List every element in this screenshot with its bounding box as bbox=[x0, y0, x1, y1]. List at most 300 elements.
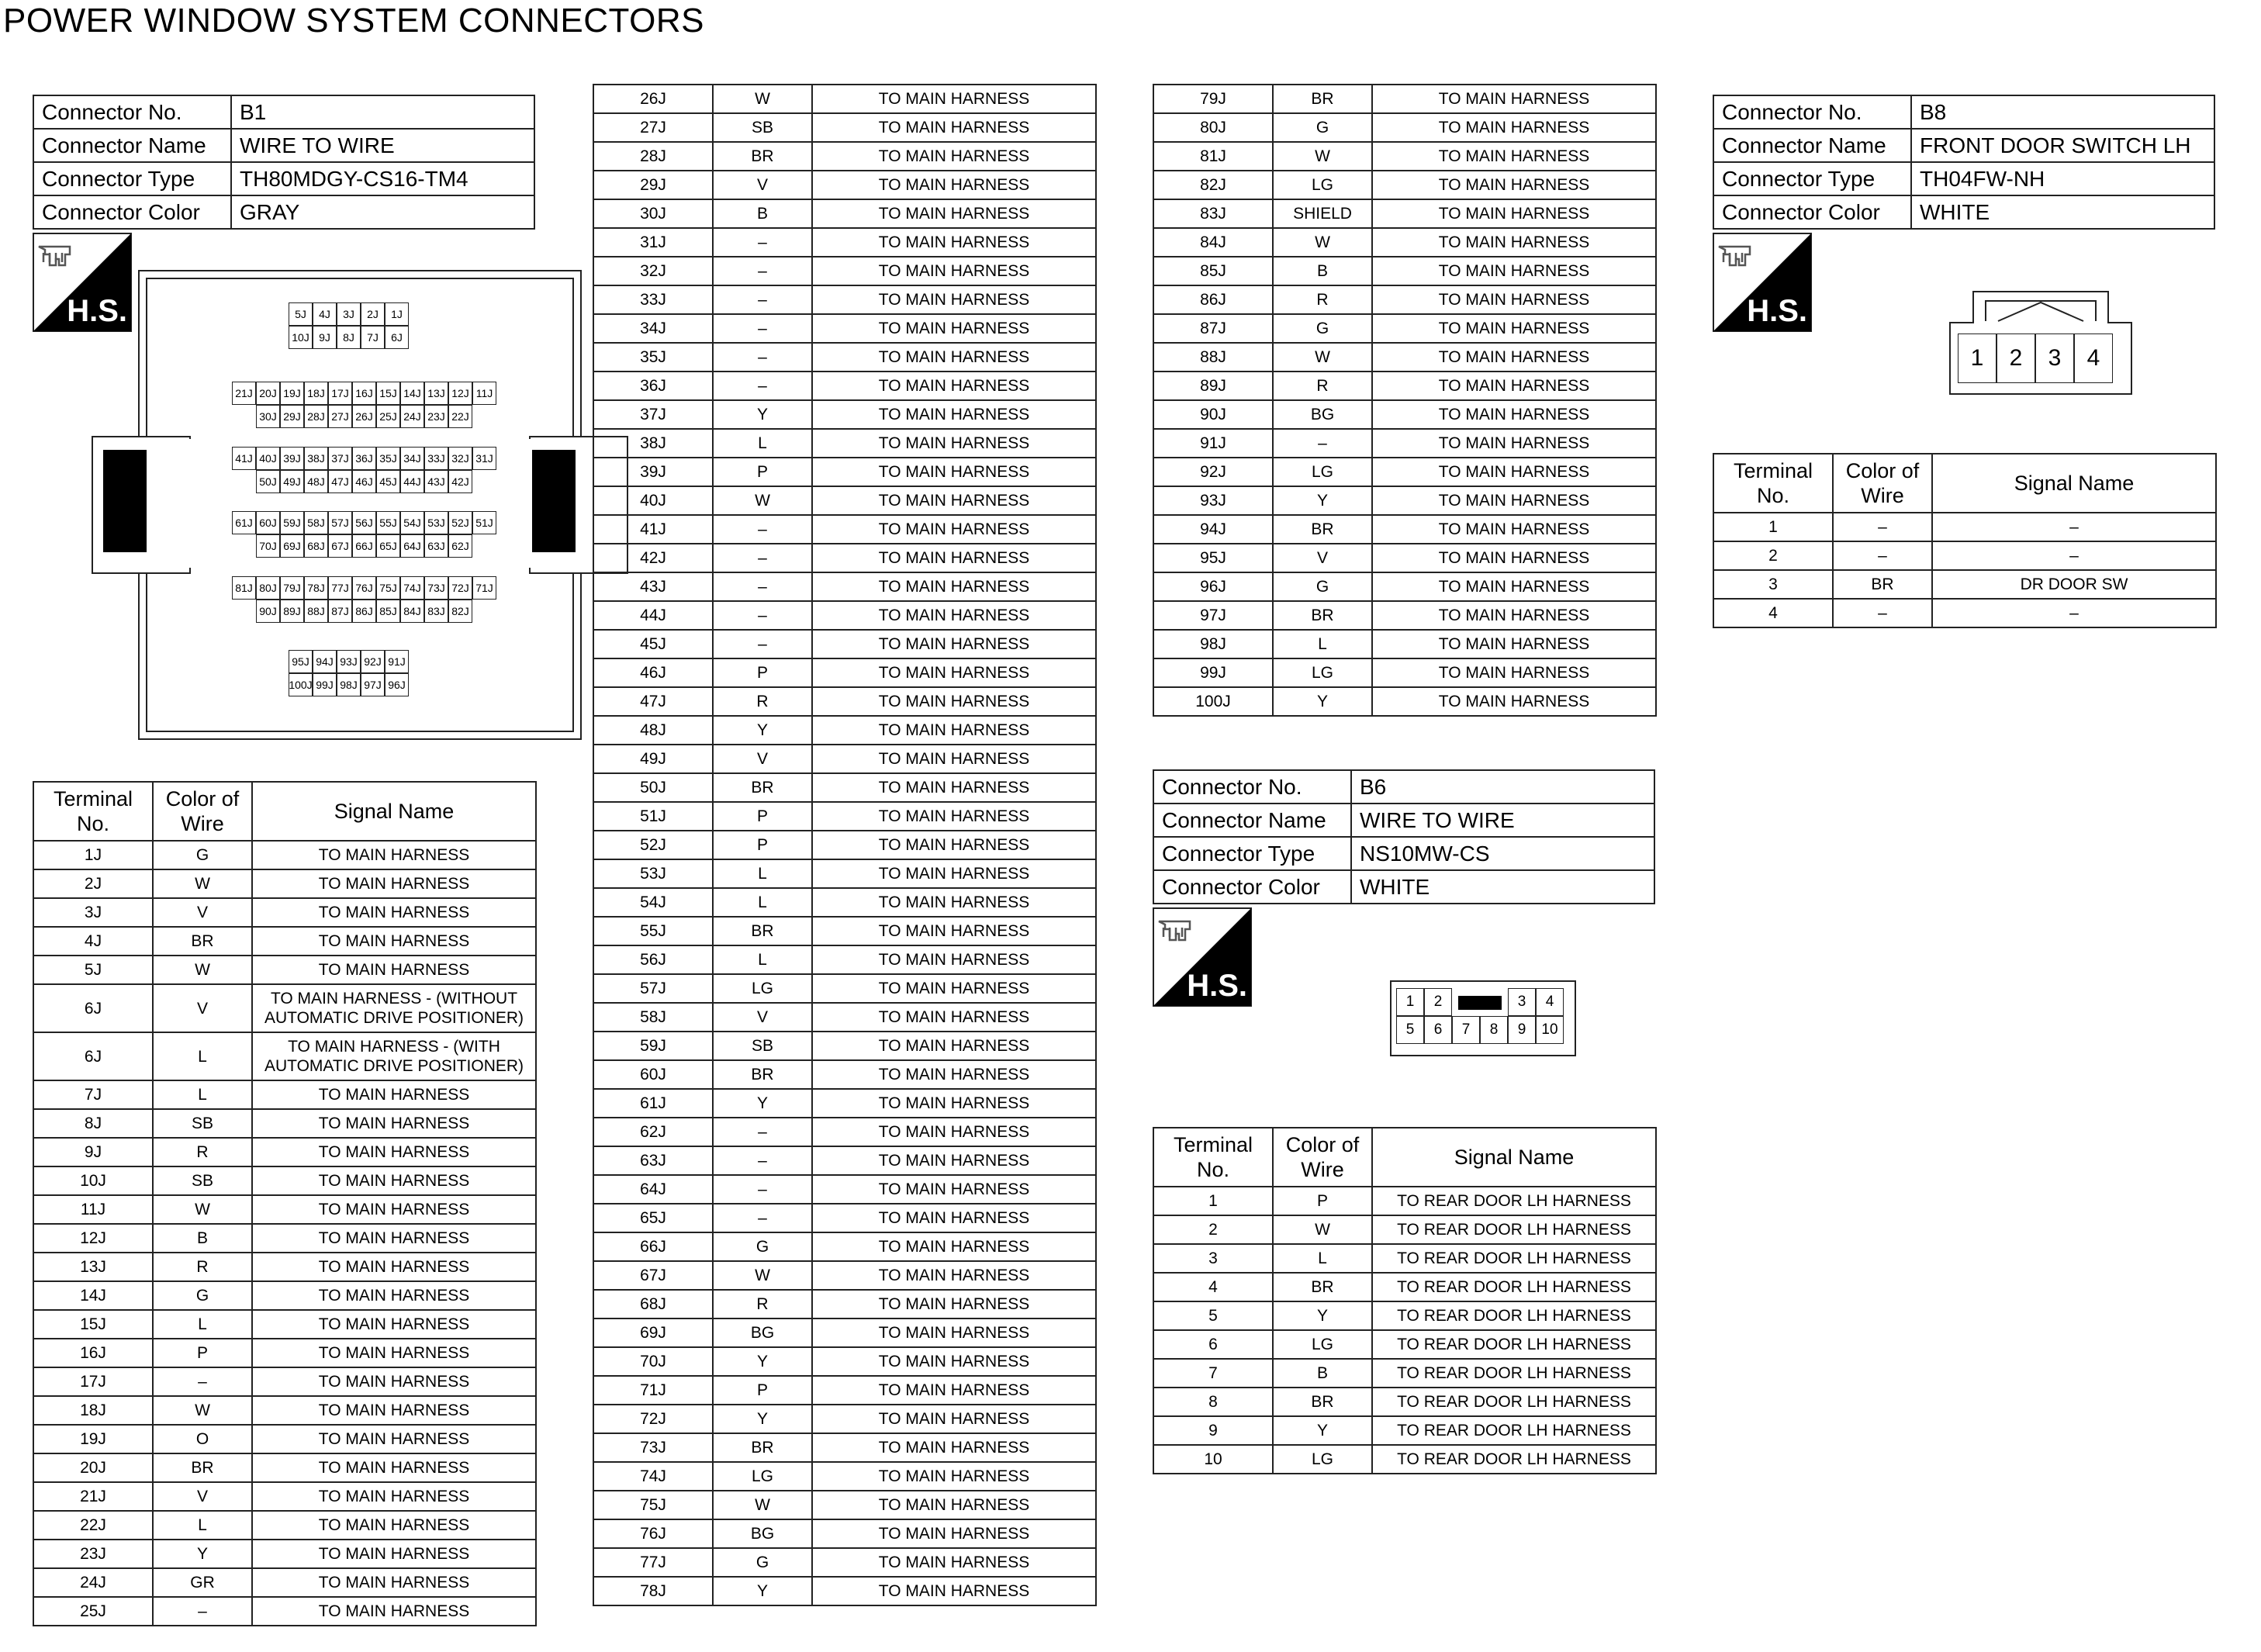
table-row bbox=[593, 945, 1096, 974]
signal-name: TO REAR DOOR LH HARNESS bbox=[1372, 1187, 1656, 1215]
signal-name: TO MAIN HARNESS bbox=[812, 802, 1096, 831]
signal-name: TO MAIN HARNESS bbox=[1372, 142, 1656, 171]
table-row bbox=[1153, 1187, 1656, 1215]
cavity-10J: 10J bbox=[289, 326, 313, 349]
table-row bbox=[1153, 142, 1656, 171]
cavity-98J: 98J bbox=[337, 673, 361, 696]
cavity-39J: 39J bbox=[280, 447, 304, 470]
connector-latch-right bbox=[532, 450, 576, 552]
table-row bbox=[593, 1175, 1096, 1204]
terminal-no: 14J bbox=[33, 1281, 153, 1310]
table-row bbox=[593, 1462, 1096, 1491]
terminal-no: 95J bbox=[1153, 544, 1273, 572]
signal-name: TO MAIN HARNESS - (WITHOUT AUTOMATIC DRIVE POSITIONER) bbox=[252, 984, 536, 1032]
wire-color: P bbox=[153, 1339, 252, 1367]
wire-color: Y bbox=[713, 1577, 812, 1605]
cavity-34J: 34J bbox=[400, 447, 424, 470]
signal-name: TO MAIN HARNESS bbox=[1372, 171, 1656, 199]
signal-name: TO MAIN HARNESS bbox=[1372, 601, 1656, 630]
signal-name: TO MAIN HARNESS bbox=[1372, 372, 1656, 400]
terminal-no: 90J bbox=[1153, 400, 1273, 429]
pin-1: 1 bbox=[1958, 334, 1997, 383]
table-row bbox=[593, 544, 1096, 572]
signal-name: TO MAIN HARNESS bbox=[812, 1347, 1096, 1376]
wire-color: W bbox=[153, 956, 252, 984]
b8-connector-face bbox=[1948, 290, 2133, 396]
cavity-79J: 79J bbox=[280, 576, 304, 600]
hs-label: H.S. bbox=[67, 294, 127, 328]
cavity-36J: 36J bbox=[352, 447, 376, 470]
b6-connector-face bbox=[1390, 980, 1576, 1056]
signal-name: TO MAIN HARNESS bbox=[1372, 658, 1656, 687]
signal-name: TO MAIN HARNESS bbox=[812, 85, 1096, 113]
terminal-no: 11J bbox=[33, 1195, 153, 1224]
signal-name: TO MAIN HARNESS bbox=[252, 1339, 536, 1367]
b1-terminal-table-1 bbox=[33, 781, 537, 1626]
b1-connector-face bbox=[138, 270, 582, 740]
table-row bbox=[1153, 1445, 1656, 1474]
wire-color: – bbox=[713, 1204, 812, 1232]
wire-color: BR bbox=[153, 927, 252, 956]
terminal-no: 70J bbox=[593, 1347, 713, 1376]
wire-color: G bbox=[713, 1548, 812, 1577]
wire-color: LG bbox=[713, 974, 812, 1003]
table-row bbox=[1153, 199, 1656, 228]
terminal-no: 65J bbox=[593, 1204, 713, 1232]
terminal-no: 55J bbox=[593, 917, 713, 945]
signal-name: TO REAR DOOR LH HARNESS bbox=[1372, 1273, 1656, 1301]
signal-name: TO MAIN HARNESS bbox=[252, 1224, 536, 1253]
table-row bbox=[593, 1405, 1096, 1433]
table-row bbox=[33, 1195, 536, 1224]
wire-color: L bbox=[713, 888, 812, 917]
terminal-no: 82J bbox=[1153, 171, 1273, 199]
cavity-13J: 13J bbox=[424, 382, 448, 405]
cavity-92J: 92J bbox=[361, 650, 385, 673]
table-row bbox=[593, 85, 1096, 113]
table-row bbox=[1713, 599, 2216, 627]
terminal-no: 8J bbox=[33, 1109, 153, 1138]
signal-name: TO MAIN HARNESS bbox=[812, 1491, 1096, 1519]
cavity-90J: 90J bbox=[256, 600, 280, 623]
table-row bbox=[593, 1261, 1096, 1290]
wire-color: V bbox=[153, 898, 252, 927]
cavity-49J: 49J bbox=[280, 470, 304, 493]
key-slot-bar bbox=[1458, 996, 1502, 1010]
wire-color: SHIELD bbox=[1273, 199, 1372, 228]
signal-name: TO MAIN HARNESS bbox=[252, 1367, 536, 1396]
b1-connector-info bbox=[33, 95, 535, 230]
cavity-19J: 19J bbox=[280, 382, 304, 405]
terminal-no: 7 bbox=[1153, 1359, 1273, 1388]
wire-color: W bbox=[1273, 142, 1372, 171]
wire-color: B bbox=[1273, 1359, 1372, 1388]
terminal-no: 46J bbox=[593, 658, 713, 687]
wire-color: SB bbox=[153, 1166, 252, 1195]
table-row bbox=[1153, 228, 1656, 257]
cavity-83J: 83J bbox=[424, 600, 448, 623]
wire-color: LG bbox=[1273, 171, 1372, 199]
cavity-5J: 5J bbox=[289, 302, 313, 326]
terminal-no: 84J bbox=[1153, 228, 1273, 257]
wire-color: BR bbox=[713, 1060, 812, 1089]
table-row bbox=[33, 1310, 536, 1339]
table-row bbox=[593, 1577, 1096, 1605]
terminal-no: 98J bbox=[1153, 630, 1273, 658]
pin-6: 6 bbox=[1424, 1016, 1452, 1044]
header-row bbox=[33, 782, 536, 841]
terminal-no: 37J bbox=[593, 400, 713, 429]
wire-color: G bbox=[713, 1232, 812, 1261]
terminal-no: 97J bbox=[1153, 601, 1273, 630]
wire-color: Y bbox=[1273, 1416, 1372, 1445]
signal-name: TO MAIN HARNESS bbox=[252, 841, 536, 869]
info-key: Connector Name bbox=[1713, 129, 1911, 162]
cavity-74J: 74J bbox=[400, 576, 424, 600]
info-row bbox=[1713, 195, 2214, 229]
table-row bbox=[1153, 1416, 1656, 1445]
cavity-30J: 30J bbox=[256, 405, 280, 428]
cavity-16J: 16J bbox=[352, 382, 376, 405]
info-value: TH04FW-NH bbox=[1911, 162, 2214, 195]
terminal-no: 69J bbox=[593, 1318, 713, 1347]
terminal-no: 8 bbox=[1153, 1388, 1273, 1416]
cavity-63J: 63J bbox=[424, 534, 448, 558]
info-value: WIRE TO WIRE bbox=[231, 129, 534, 162]
info-row bbox=[1153, 837, 1654, 870]
terminal-no: 74J bbox=[593, 1462, 713, 1491]
terminal-no: 6 bbox=[1153, 1330, 1273, 1359]
cavity-12J: 12J bbox=[448, 382, 472, 405]
table-row bbox=[1153, 314, 1656, 343]
terminal-no: 87J bbox=[1153, 314, 1273, 343]
terminal-no: 72J bbox=[593, 1405, 713, 1433]
wire-color: R bbox=[153, 1253, 252, 1281]
terminal-no: 27J bbox=[593, 113, 713, 142]
info-value: GRAY bbox=[231, 195, 534, 229]
wire-color: LG bbox=[1273, 658, 1372, 687]
key-slot bbox=[1452, 988, 1508, 1016]
wire-color: G bbox=[153, 841, 252, 869]
signal-name: TO MAIN HARNESS bbox=[812, 917, 1096, 945]
info-key: Connector Type bbox=[1713, 162, 1911, 195]
wire-color: SB bbox=[713, 1032, 812, 1060]
terminal-no: 60J bbox=[593, 1060, 713, 1089]
hs-badge-b6 bbox=[1153, 907, 1252, 1007]
wire-color: R bbox=[713, 687, 812, 716]
cavity-40J: 40J bbox=[256, 447, 280, 470]
signal-name: TO MAIN HARNESS bbox=[252, 1396, 536, 1425]
wire-color: – bbox=[713, 1146, 812, 1175]
cavity-23J: 23J bbox=[424, 405, 448, 428]
header-terminal-line2: No. bbox=[1196, 1158, 1230, 1181]
cavity-68J: 68J bbox=[304, 534, 328, 558]
terminal-no: 76J bbox=[593, 1519, 713, 1548]
signal-name: TO MAIN HARNESS bbox=[1372, 486, 1656, 515]
signal-name: TO MAIN HARNESS bbox=[1372, 630, 1656, 658]
info-key: Connector No. bbox=[1713, 95, 1911, 129]
table-row bbox=[593, 1003, 1096, 1032]
wire-color: V bbox=[713, 745, 812, 773]
wire-color: R bbox=[153, 1138, 252, 1166]
wire-color: P bbox=[713, 458, 812, 486]
wire-color: – bbox=[713, 257, 812, 285]
wire-color: R bbox=[1273, 372, 1372, 400]
table-row bbox=[593, 974, 1096, 1003]
table-row bbox=[593, 859, 1096, 888]
page-title: POWER WINDOW SYSTEM CONNECTORS bbox=[3, 2, 704, 40]
wire-color: G bbox=[153, 1281, 252, 1310]
terminal-no: 41J bbox=[593, 515, 713, 544]
terminal-no: 1 bbox=[1153, 1187, 1273, 1215]
info-value: FRONT DOOR SWITCH LH bbox=[1911, 129, 2214, 162]
table-row bbox=[33, 1511, 536, 1540]
signal-name: TO REAR DOOR LH HARNESS bbox=[1372, 1416, 1656, 1445]
table-row bbox=[593, 142, 1096, 171]
wire-color: LG bbox=[1273, 1330, 1372, 1359]
signal-name: TO MAIN HARNESS bbox=[812, 888, 1096, 917]
terminal-no: 22J bbox=[33, 1511, 153, 1540]
info-key: Connector Type bbox=[33, 162, 231, 195]
table-row bbox=[593, 1290, 1096, 1318]
cavity-22J: 22J bbox=[448, 405, 472, 428]
wire-color: P bbox=[1273, 1187, 1372, 1215]
table-row bbox=[593, 343, 1096, 372]
table-row bbox=[33, 1281, 536, 1310]
cavity-31J: 31J bbox=[472, 447, 496, 470]
signal-name: TO MAIN HARNESS bbox=[812, 257, 1096, 285]
cavity-55J: 55J bbox=[376, 511, 400, 534]
terminal-no: 64J bbox=[593, 1175, 713, 1204]
info-value: B6 bbox=[1351, 770, 1654, 804]
hs-badge-b1 bbox=[33, 233, 132, 332]
terminal-no: 45J bbox=[593, 630, 713, 658]
table-row bbox=[33, 869, 536, 898]
signal-name: TO MAIN HARNESS bbox=[252, 927, 536, 956]
b1-terminal-table-2 bbox=[593, 84, 1097, 1606]
terminal-no: 34J bbox=[593, 314, 713, 343]
signal-name: TO MAIN HARNESS bbox=[812, 400, 1096, 429]
info-value: WIRE TO WIRE bbox=[1351, 804, 1654, 837]
table-row bbox=[1153, 572, 1656, 601]
wire-color: BG bbox=[1273, 400, 1372, 429]
cavity-14J: 14J bbox=[400, 382, 424, 405]
header-color-line2: Wire bbox=[1301, 1158, 1344, 1181]
wire-color: W bbox=[1273, 343, 1372, 372]
terminal-no: 52J bbox=[593, 831, 713, 859]
cavity-80J: 80J bbox=[256, 576, 280, 600]
signal-name: TO MAIN HARNESS bbox=[252, 1511, 536, 1540]
terminal-no: 24J bbox=[33, 1568, 153, 1597]
table-row bbox=[593, 199, 1096, 228]
table-row bbox=[593, 1118, 1096, 1146]
signal-name: TO MAIN HARNESS bbox=[1372, 343, 1656, 372]
signal-name: TO MAIN HARNESS bbox=[812, 1433, 1096, 1462]
wire-color: V bbox=[713, 1003, 812, 1032]
cavity-72J: 72J bbox=[448, 576, 472, 600]
table-row bbox=[593, 372, 1096, 400]
terminal-no: 19J bbox=[33, 1425, 153, 1453]
terminal-no: 62J bbox=[593, 1118, 713, 1146]
table-row bbox=[593, 1089, 1096, 1118]
terminal-no: 48J bbox=[593, 716, 713, 745]
table-row bbox=[1153, 1301, 1656, 1330]
terminal-no: 6J bbox=[33, 984, 153, 1032]
table-row bbox=[33, 841, 536, 869]
table-row bbox=[593, 228, 1096, 257]
terminal-no: 26J bbox=[593, 85, 713, 113]
cavity-61J: 61J bbox=[232, 511, 256, 534]
header-row bbox=[1713, 454, 2216, 513]
info-key: Connector No. bbox=[33, 95, 231, 129]
header-color-line2: Wire bbox=[1861, 484, 1904, 507]
signal-name: TO MAIN HARNESS bbox=[1372, 400, 1656, 429]
cavity-20J: 20J bbox=[256, 382, 280, 405]
wire-color: – bbox=[713, 1175, 812, 1204]
header-terminal-line1: Terminal bbox=[1173, 1133, 1253, 1156]
b1-terminal-table-3 bbox=[1153, 84, 1657, 717]
table-row bbox=[593, 601, 1096, 630]
cavity-67J: 67J bbox=[328, 534, 352, 558]
signal-name: TO MAIN HARNESS bbox=[1372, 687, 1656, 716]
terminal-no: 51J bbox=[593, 802, 713, 831]
signal-name: TO MAIN HARNESS bbox=[1372, 515, 1656, 544]
header-color-line1: Color of bbox=[165, 787, 240, 810]
wire-color: BR bbox=[713, 917, 812, 945]
cavity-8J: 8J bbox=[337, 326, 361, 349]
signal-name: TO MAIN HARNESS bbox=[252, 1425, 536, 1453]
info-row bbox=[1713, 95, 2214, 129]
signal-name: TO MAIN HARNESS bbox=[812, 1376, 1096, 1405]
signal-name: TO MAIN HARNESS bbox=[812, 486, 1096, 515]
info-value: TH80MDGY-CS16-TM4 bbox=[231, 162, 534, 195]
cavity-93J: 93J bbox=[337, 650, 361, 673]
terminal-no: 80J bbox=[1153, 113, 1273, 142]
table-row bbox=[593, 458, 1096, 486]
header-color bbox=[1833, 454, 1932, 513]
header-terminal bbox=[1153, 1128, 1273, 1187]
terminal-no: 100J bbox=[1153, 687, 1273, 716]
cavity-44J: 44J bbox=[400, 470, 424, 493]
signal-name: TO MAIN HARNESS bbox=[1372, 199, 1656, 228]
wire-color: R bbox=[1273, 285, 1372, 314]
terminal-no: 28J bbox=[593, 142, 713, 171]
wire-color: – bbox=[713, 630, 812, 658]
signal-name: TO MAIN HARNESS bbox=[252, 1310, 536, 1339]
table-row bbox=[1153, 171, 1656, 199]
signal-name: TO MAIN HARNESS bbox=[252, 1540, 536, 1568]
signal-name: – bbox=[1932, 513, 2216, 541]
terminal-no: 1 bbox=[1713, 513, 1833, 541]
signal-name: TO MAIN HARNESS - (WITH AUTOMATIC DRIVE POSITIONER) bbox=[252, 1032, 536, 1080]
info-row bbox=[33, 95, 534, 129]
pin-4: 4 bbox=[2074, 334, 2113, 383]
cavity-41J: 41J bbox=[232, 447, 256, 470]
info-row bbox=[1153, 770, 1654, 804]
table-row bbox=[33, 1080, 536, 1109]
table-row bbox=[1153, 515, 1656, 544]
wire-color: L bbox=[713, 859, 812, 888]
wire-color: BR bbox=[153, 1453, 252, 1482]
table-row bbox=[593, 1146, 1096, 1175]
signal-name: TO MAIN HARNESS bbox=[252, 898, 536, 927]
terminal-no: 29J bbox=[593, 171, 713, 199]
wire-color: – bbox=[153, 1367, 252, 1396]
signal-name: TO MAIN HARNESS bbox=[812, 773, 1096, 802]
cavity-1J: 1J bbox=[385, 302, 409, 326]
table-row bbox=[593, 171, 1096, 199]
info-key: Connector Name bbox=[33, 129, 231, 162]
terminal-no: 91J bbox=[1153, 429, 1273, 458]
terminal-no: 6J bbox=[33, 1032, 153, 1080]
terminal-no: 2J bbox=[33, 869, 153, 898]
terminal-no: 50J bbox=[593, 773, 713, 802]
table-row bbox=[593, 1548, 1096, 1577]
signal-name: TO MAIN HARNESS bbox=[812, 1261, 1096, 1290]
header-color bbox=[1273, 1128, 1372, 1187]
pin-1: 1 bbox=[1396, 988, 1424, 1016]
wire-color: L bbox=[1273, 630, 1372, 658]
wire-color: W bbox=[1273, 228, 1372, 257]
signal-name: TO MAIN HARNESS bbox=[252, 956, 536, 984]
signal-name: TO MAIN HARNESS bbox=[812, 458, 1096, 486]
table-row bbox=[1153, 113, 1656, 142]
cavity-88J: 88J bbox=[304, 600, 328, 623]
info-key: Connector Type bbox=[1153, 837, 1351, 870]
cavity-65J: 65J bbox=[376, 534, 400, 558]
terminal-no: 94J bbox=[1153, 515, 1273, 544]
wire-color: W bbox=[153, 1396, 252, 1425]
wire-color: BR bbox=[1273, 1273, 1372, 1301]
wire-color: L bbox=[153, 1310, 252, 1339]
pin-8: 8 bbox=[1480, 1016, 1508, 1044]
signal-name: TO MAIN HARNESS bbox=[812, 1548, 1096, 1577]
cavity-11J: 11J bbox=[472, 382, 496, 405]
terminal-no: 39J bbox=[593, 458, 713, 486]
signal-name: TO MAIN HARNESS bbox=[1372, 228, 1656, 257]
cavity-100J: 100J bbox=[289, 673, 313, 696]
wire-color: W bbox=[713, 1491, 812, 1519]
wire-color: G bbox=[1273, 572, 1372, 601]
header-color-line1: Color of bbox=[1845, 459, 1920, 482]
cavity-60J: 60J bbox=[256, 511, 280, 534]
connector-latch-left bbox=[103, 450, 147, 552]
table-row bbox=[1153, 372, 1656, 400]
cavity-87J: 87J bbox=[328, 600, 352, 623]
signal-name: TO MAIN HARNESS bbox=[812, 314, 1096, 343]
cavity-48J: 48J bbox=[304, 470, 328, 493]
hs-label: H.S. bbox=[1187, 969, 1247, 1003]
terminal-no: 88J bbox=[1153, 343, 1273, 372]
wire-color: – bbox=[713, 1118, 812, 1146]
signal-name: TO REAR DOOR LH HARNESS bbox=[1372, 1244, 1656, 1273]
signal-name: TO MAIN HARNESS bbox=[812, 343, 1096, 372]
wire-color: B bbox=[1273, 257, 1372, 285]
signal-name: TO REAR DOOR LH HARNESS bbox=[1372, 1388, 1656, 1416]
pin-2: 2 bbox=[1424, 988, 1452, 1016]
cavity-53J: 53J bbox=[424, 511, 448, 534]
hs-label: H.S. bbox=[1747, 294, 1807, 328]
signal-name: TO MAIN HARNESS bbox=[812, 544, 1096, 572]
signal-name: TO REAR DOOR LH HARNESS bbox=[1372, 1330, 1656, 1359]
table-row bbox=[1153, 343, 1656, 372]
wire-color: L bbox=[153, 1032, 252, 1080]
wire-color: – bbox=[1273, 429, 1372, 458]
header-terminal bbox=[1713, 454, 1833, 513]
signal-name: TO MAIN HARNESS bbox=[812, 658, 1096, 687]
signal-name: TO MAIN HARNESS bbox=[812, 687, 1096, 716]
table-row bbox=[1153, 687, 1656, 716]
